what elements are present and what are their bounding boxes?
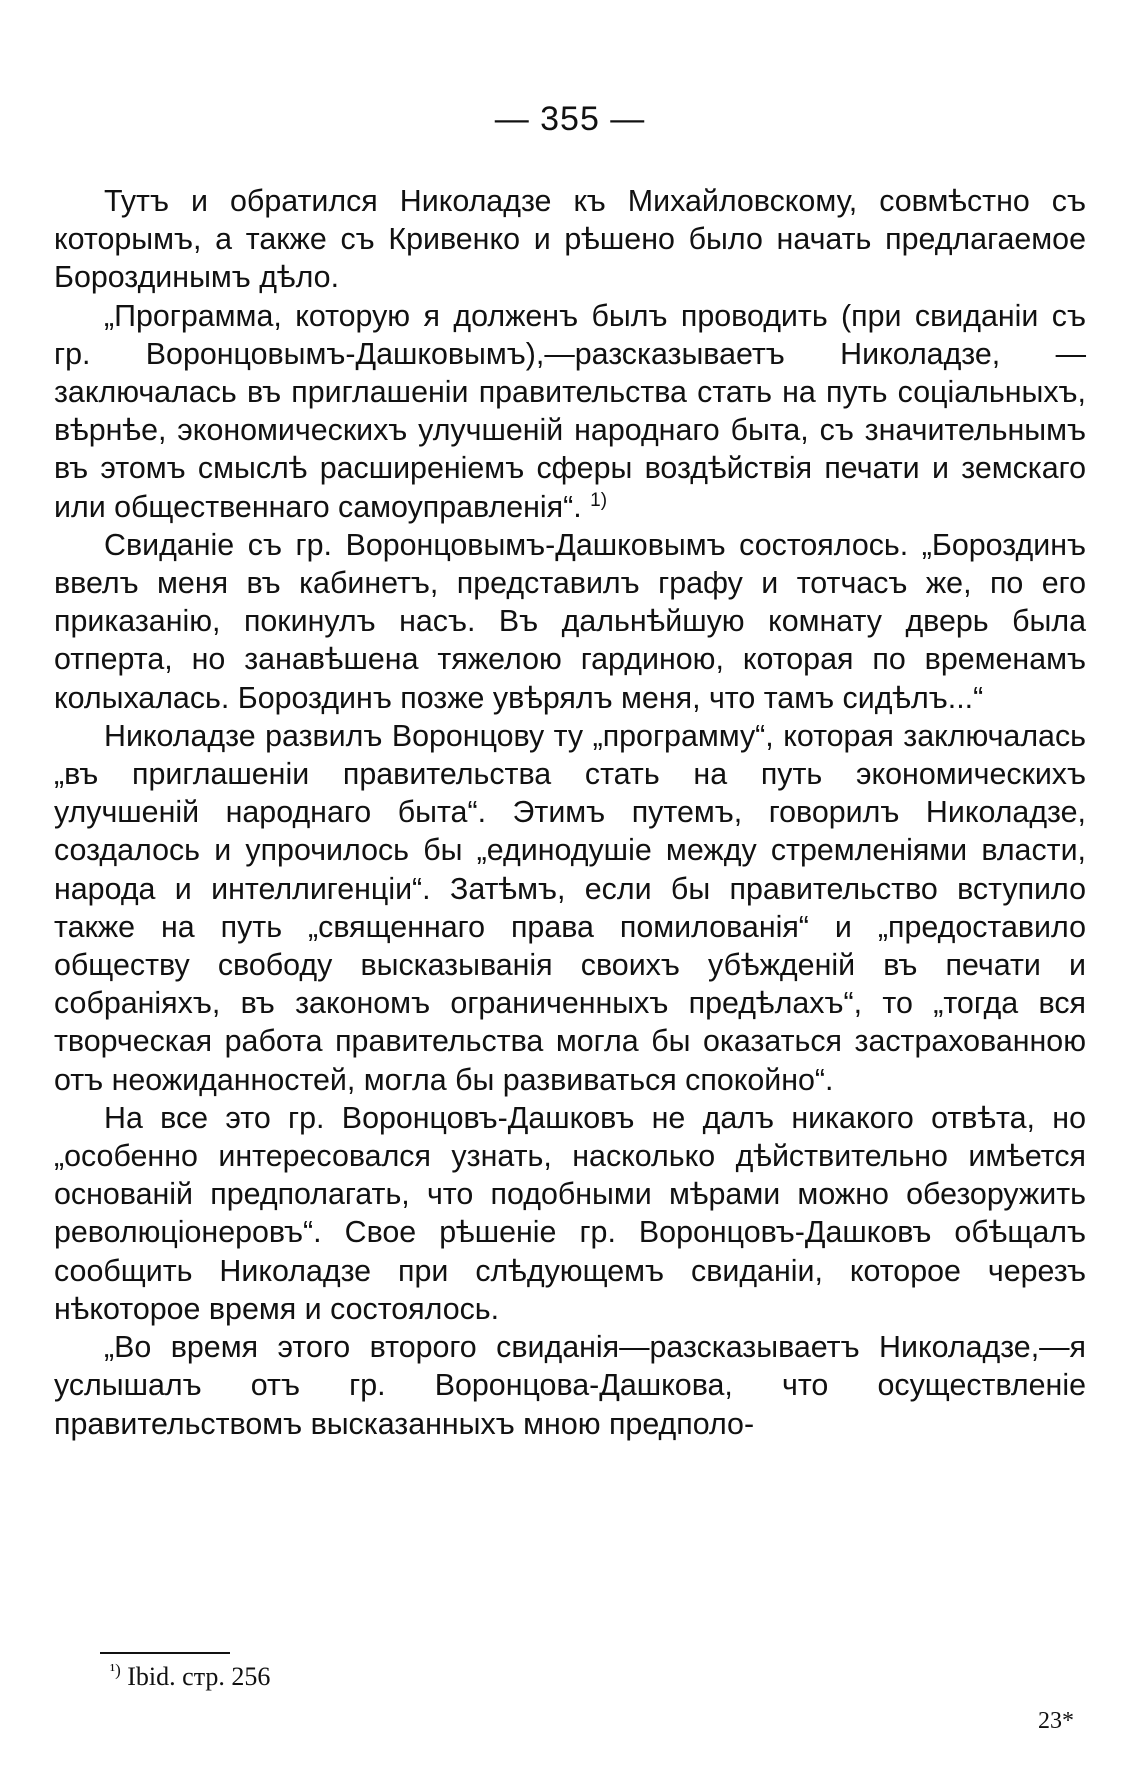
paragraph-text: Николадзе развилъ Воронцову ту „программу“, которая заключалась „въ приглашеніи правительства стать на путь экономическихъ улучшеній народнаго быта“. Этимъ путемъ, говорилъ Николадзе, создалось и упрочилось бы „единодушіе между стремленіями власти, народа и интеллигенціи“. Затѣмъ, если бы правительство вступило также на путь „священнаго права помилованія“ и „предоставило обществу свободу высказыванія своихъ убѣжденій въ печати и собраніяхъ, въ закономъ ограниченныхъ предѣлахъ“, то „тогда вся творческая работа правительства могла бы оказаться застрахованною отъ неожиданностей, могла бы развиваться спокойно“. [54,718,1086,1097]
footnote-text: Ibid. стр. 256 [120,1662,271,1691]
paragraph-6 [54,1328,1086,1443]
page-number: — 355 — [494,100,646,138]
footnote [110,1660,270,1694]
paragraph-3 [54,526,1086,717]
footnote-reference: 1) [590,489,608,511]
footnote-divider [100,1652,230,1654]
main-text [54,182,1086,1443]
paragraph-text: На все это гр. Воронцовъ-Дашковъ не далъ никакого отвѣта, но „особенно интересовался узнать, насколько дѣйствительно имѣется основаній предполагать, что подобными мѣрами можно обезоружить революціонеровъ“. Свое рѣшеніе гр. Воронцовъ-Дашковъ обѣщалъ сообщить Николадзе при слѣдующемъ свиданіи, которое черезъ нѣкоторое время и состоялось. [54,1100,1086,1326]
paragraph-text: Тутъ и обратился Николадзе къ Михайловскому, совмѣстно съ которымъ, а также съ Кривенко и рѣшено было начать предлагаемое Бороздинымъ дѣло. [54,184,1086,295]
paragraph-1 [54,182,1086,297]
paragraph-text: „Во время этого второго свиданія—разсказываетъ Николадзе,—я услышалъ отъ гр. Воронцова-Дашкова, что осуществленіе правительствомъ высказанныхъ мною предполо- [54,1330,1086,1441]
paragraph-2 [54,297,1086,526]
paragraph-text: Свиданіе съ гр. Воронцовымъ-Дашковымъ состоялось. „Бороздинъ ввелъ меня въ кабинетъ, представилъ графу и тотчасъ же, по его приказанію, покинулъ насъ. Въ дальнѣйшую комнату дверь была отперта, но занавѣшена тяжелою гардиною, которая по временамъ колыхалась. Бороздинъ позже увѣрялъ меня, что тамъ сидѣлъ...“ [54,527,1086,715]
paragraph-text: „Программа, которую я долженъ былъ проводить (при свиданіи съ гр. Воронцовымъ-Дашковымъ),—разсказываетъ Николадзе, — заключалась въ приглашеніи правительства стать на путь соціальныхъ, вѣрнѣе, экономическихъ улучшеній народнаго быта, съ значительнымъ въ этомъ смыслѣ расширеніемъ сферы воздѣйствія печати и земскаго или общественнаго самоуправленія“. [54,298,1086,524]
paragraph-4 [54,717,1086,1099]
footnote-mark: ¹) [110,1660,121,1680]
paragraph-5 [54,1099,1086,1328]
printer-signature-mark: 23* [1038,1708,1074,1734]
